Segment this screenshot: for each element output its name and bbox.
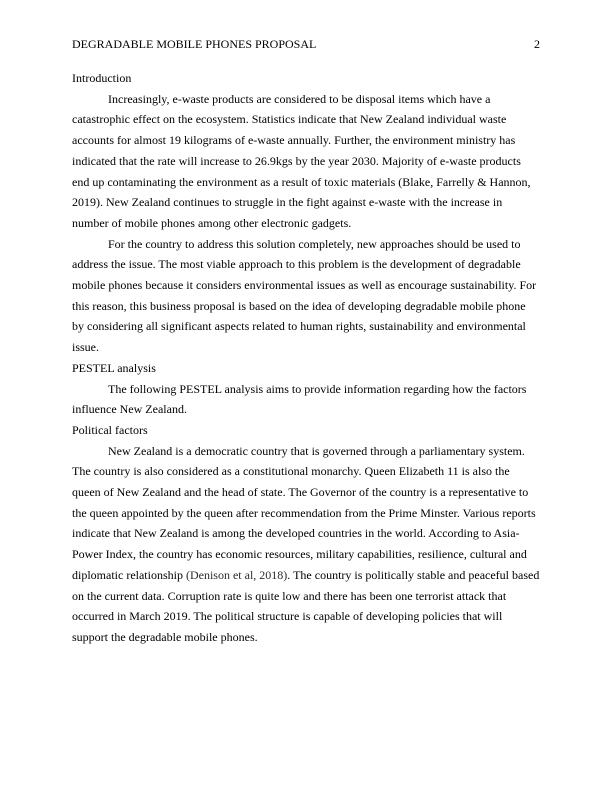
heading-introduction: Introduction [72,71,132,85]
paragraph-pestel-1: The following PESTEL analysis aims to provide information regarding how the factors influence New Zealand. [72,381,527,417]
citation-denison: (Denison et al, 2018) [185,567,288,582]
document-body [72,68,540,648]
paragraph-introduction-2: For the country to address this solution completely, new approaches should be used to address the issue. The most viable approach to this problem is the development of degradable mobile phones because it considers environmental issues as well as encourage sustainability. For this reason, this business proposal is based on the idea of developing degradable mobile phone by considering all significant aspects related to human rights, sustainability and environmental issue. [72,236,537,355]
political-text-part-2: . The country is politically stable and peaceful based on the current data. Corruption rate is quite low and there has been one terrorist attack that occurred in March 2019. The political structure is capable of developing policies that will support the degradable mobile phones. [72,567,540,644]
paragraph-political-1 [72,441,540,648]
heading-political-factors: Political factors [72,422,148,437]
running-header [72,37,540,51]
heading-pestel: PESTEL analysis [72,360,156,375]
paragraph-introduction-1: Increasingly, e-waste products are considered to be disposal items which have a catastrophic effect on the ecosystem. Statistics indicate that New Zealand individual waste accounts for almost 19 kilograms of e-waste annually. Further, the environment ministry has indicated that the rate will increase to 26.9kgs by the year 2030. Majority of e-waste products end up contaminating the environment as a result of toxic materials (Blake, Farrelly & Hannon, 2019). New Zealand continues to struggle in the fight against e-waste with the increase in number of mobile phones among other electronic gadgets. [72,91,531,230]
political-text-part-1: New Zealand is a democratic country that is governed through a parliamentary system. The country is also considered as a constitutional monarchy. Queen Elizabeth 11 is also the queen of New Zealand and the head of state. The Governor of the country is a representative to the queen appointed by the queen after recommendation from the Prime Minster. Various reports indicate that New Zealand is among the developed countries in the world. According to Asia-Power Index, the country has economic resources, military capabilities, resilience, cultural and diplomatic relationship [72,443,536,582]
running-head-title: DEGRADABLE MOBILE PHONES PROPOSAL [72,37,317,51]
page-number: 2 [534,37,540,51]
